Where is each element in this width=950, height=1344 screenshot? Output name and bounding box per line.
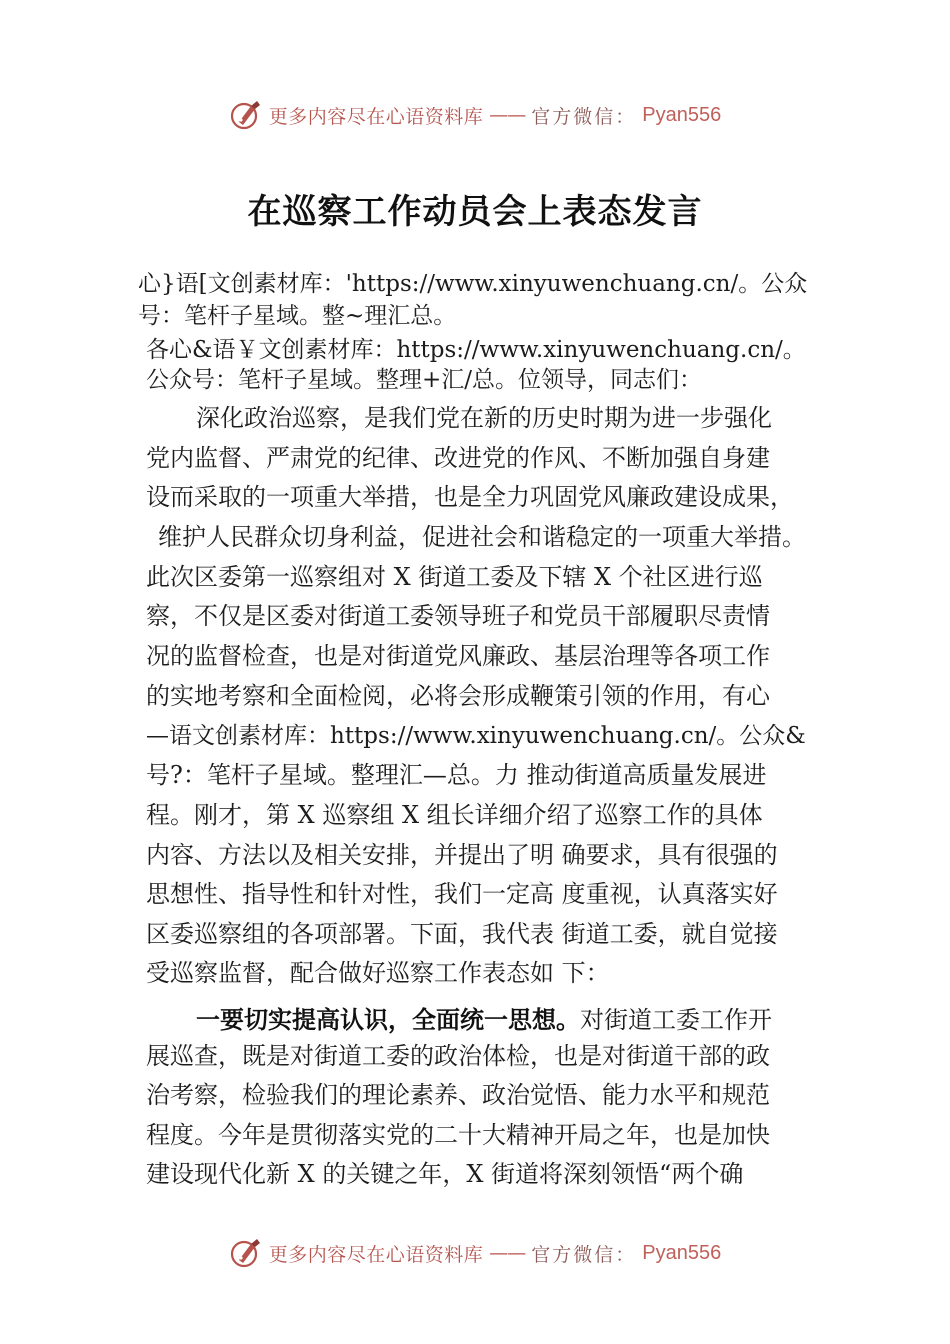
pen-nib-circle-icon — [229, 98, 263, 132]
body-line: 思想性、指导性和针对性，我们一定高 度重视，认真落实好 — [146, 880, 778, 908]
body-line: 内容、方法以及相关安排，并提出了明 确要求，具有很强的 — [146, 841, 778, 869]
body-line: 此次区委第一巡察组对 X 街道工委及下辖 X 个社区进行巡 — [146, 563, 763, 591]
body-line: 号：笔杆子星域。整~理汇总。 — [138, 303, 457, 329]
body-line: 深化政治巡察，是我们党在新的历史时期为进一步强化 — [196, 404, 772, 432]
body-line: 程度。今年是贯彻落实党的二十大精神开局之年，也是加快 — [146, 1121, 770, 1149]
body-line: 公众号：笔杆子星域。整理+汇/总。位领导，同志们： — [146, 367, 703, 393]
banner-wechat-label: 官方微信： — [531, 105, 637, 128]
header-watermark-banner — [0, 95, 950, 135]
body-line: 区委巡察组的各项部署。下面，我代表 街道工委，就自觉接 — [146, 920, 778, 948]
body-line: 维护人民群众切身利益，促进社会和谐稳定的一项重大举措。 — [158, 523, 806, 551]
pen-nib-circle-icon — [229, 1236, 263, 1270]
body-line: 号?：笔杆子星域。整理汇—总。力 推动街道高质量发展进 — [146, 761, 767, 789]
document-title: 在巡察工作动员会上表态发言 — [247, 192, 703, 232]
banner-dash: —— — [489, 104, 526, 126]
footer-watermark-banner — [0, 1233, 950, 1273]
banner-wechat-id: Pyan556 — [642, 1241, 722, 1264]
body-line: 各心&语￥文创素材库：https://www.xinyuwenchuang.cn/。 — [146, 337, 806, 363]
body-line: 受巡察监督，配合做好巡察工作表态如 下： — [146, 959, 610, 987]
body-line: 程。刚才，第 X 巡察组 X 组长详细介绍了巡察工作的具体 — [146, 801, 763, 829]
body-line: 的实地考察和全面检阅，必将会形成鞭策引领的作用，有心 — [146, 682, 770, 710]
section-lead-rest: 对街道工委工作开 — [580, 1006, 772, 1034]
banner-brand-text: 更多内容尽在心语资料库 — [268, 105, 484, 128]
banner-brand-text: 更多内容尽在心语资料库 — [268, 1243, 484, 1266]
section-lead-line — [196, 1004, 772, 1036]
body-line: —语文创素材库：https://www.xinyuwenchuang.cn/。公众& — [146, 723, 806, 749]
body-line: 治考察，检验我们的理论素养、政治觉悟、能力水平和规范 — [146, 1081, 770, 1109]
body-line: 党内监督、严肃党的纪律、改进党的作风、不断加强自身建 — [146, 444, 770, 472]
body-line: 建设现代化新 X 的关键之年，X 街道将深刻领悟“两个确 — [146, 1160, 744, 1188]
banner-dash: —— — [489, 1242, 526, 1264]
body-line: 察，不仅是区委对街道工委领导班子和党员干部履职尽责情 — [146, 602, 770, 630]
body-line: 展巡查，既是对街道工委的政治体检，也是对街道干部的政 — [146, 1042, 770, 1070]
body-line: 况的监督检查，也是对街道党风廉政、基层治理等各项工作 — [146, 642, 770, 670]
banner-wechat-label: 官方微信： — [531, 1243, 637, 1266]
section-heading: 一要切实提高认识，全面统一思想。 — [196, 1006, 580, 1034]
body-line: 心}语[文创素材库：'https://www.xinyuwenchuang.cn/。公众 — [138, 271, 808, 297]
banner-wechat-id: Pyan556 — [642, 103, 722, 126]
body-line: 设而采取的一项重大举措，也是全力巩固党风廉政建设成果， — [146, 483, 794, 511]
